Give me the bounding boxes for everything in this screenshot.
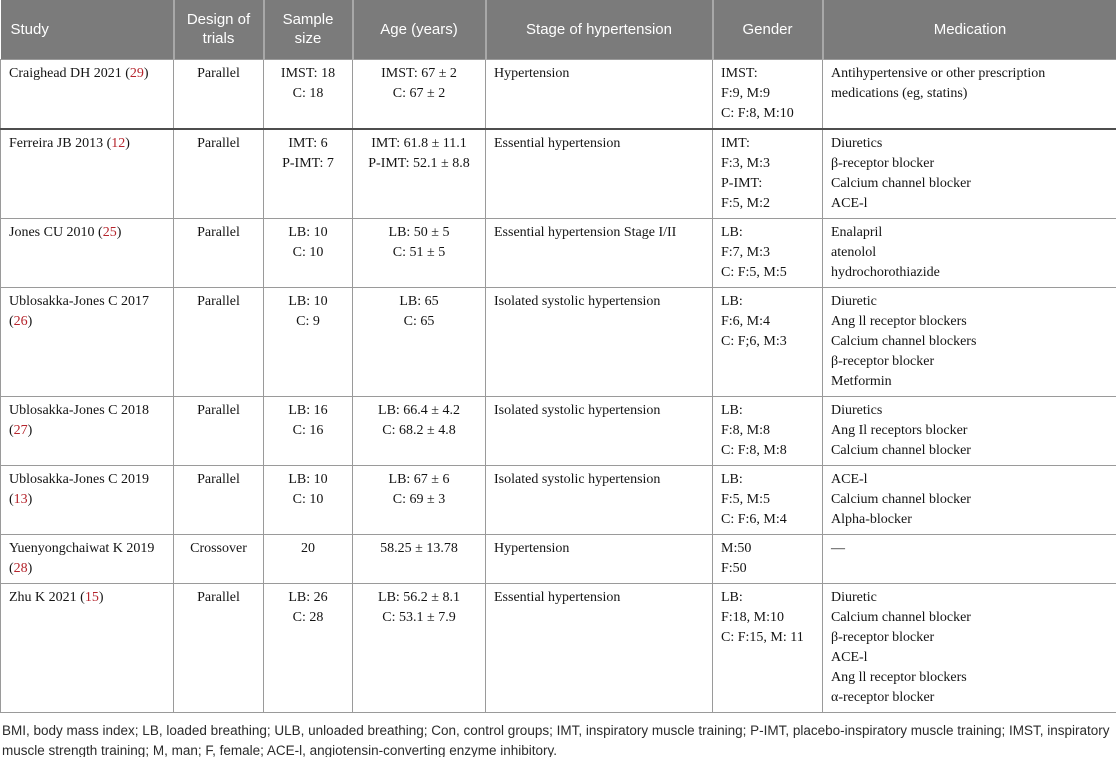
cell-line: F:8, M:8 (721, 422, 771, 438)
sample-size-cell (264, 129, 353, 219)
cell-line: C: 53.1 ± 7.9 (382, 609, 456, 625)
column-header-study: Study (1, 0, 174, 59)
design-cell: Parallel (174, 218, 264, 287)
cell-line: Calcium channel blocker (831, 491, 971, 507)
cell-line: α-receptor blocker (831, 689, 935, 705)
column-header-stage: Stage of hypertension (486, 0, 713, 59)
table-row (1, 396, 1116, 465)
sample-size-cell (264, 218, 353, 287)
study-name: Yuenyongchaiwat K 2019 ( (9, 540, 155, 576)
study-suffix: ) (27, 422, 33, 438)
sample-size-cell (264, 396, 353, 465)
cell-line: F:5, M:5 (721, 491, 771, 507)
column-header-medication: Medication (823, 0, 1116, 59)
cell-line: C: 68.2 ± 4.8 (382, 422, 456, 438)
cell-line: LB: 10 (288, 293, 328, 309)
medication-cell (823, 287, 1116, 396)
cell-line: C: 10 (292, 491, 324, 507)
cell-line: Diuretic (831, 589, 877, 605)
cell-line: 58.25 ± 13.78 (380, 540, 458, 556)
cell-line: C: 28 (292, 609, 324, 625)
study-cell (1, 465, 174, 534)
study-cell (1, 287, 174, 396)
study-suffix: ) (98, 589, 104, 605)
study-name: Ublosakka-Jones C 2018 ( (9, 402, 149, 438)
cell-line: C: 10 (292, 244, 324, 260)
stage-cell: Isolated systolic hypertension (486, 287, 713, 396)
design-cell: Parallel (174, 129, 264, 219)
medication-cell (823, 59, 1116, 129)
cell-line: C: F;6, M:3 (721, 333, 787, 349)
cell-line: P-IMT: (721, 175, 763, 191)
citation-link[interactable]: 15 (84, 589, 99, 605)
cell-line: IMT: 6 (288, 135, 328, 151)
table-row (1, 218, 1116, 287)
stage-cell: Isolated systolic hypertension (486, 465, 713, 534)
cell-line: LB: (721, 402, 743, 418)
cell-line: C: F:8, M:10 (721, 105, 794, 121)
design-cell: Parallel (174, 583, 264, 712)
design-cell: Parallel (174, 287, 264, 396)
cell-line: LB: 10 (288, 224, 328, 240)
gender-cell (713, 59, 823, 129)
gender-cell (713, 396, 823, 465)
cell-line: Calcium channel blocker (831, 442, 971, 458)
study-cell (1, 218, 174, 287)
cell-line: 20 (301, 540, 315, 556)
table-row (1, 534, 1116, 583)
gender-cell (713, 534, 823, 583)
cell-line: IMT: (721, 135, 750, 151)
gender-cell (713, 129, 823, 219)
cell-line: F:6, M:4 (721, 313, 771, 329)
cell-line: Calcium channel blocker (831, 175, 971, 191)
design-cell: Parallel (174, 396, 264, 465)
cell-line: LB: (721, 224, 743, 240)
gender-cell (713, 287, 823, 396)
age-cell (353, 465, 486, 534)
medication-cell (823, 534, 1116, 583)
sample-size-cell (264, 287, 353, 396)
cell-line: β-receptor blocker (831, 353, 935, 369)
citation-link[interactable]: 27 (13, 422, 28, 438)
cell-line: F:18, M:10 (721, 609, 785, 625)
age-cell (353, 583, 486, 712)
design-cell: Crossover (174, 534, 264, 583)
design-cell: Parallel (174, 465, 264, 534)
column-header-design: Design of trials (174, 0, 264, 59)
study-suffix: ) (27, 491, 33, 507)
cell-line: ACE-l (831, 471, 868, 487)
cell-line: C: 65 (403, 313, 435, 329)
cell-line: LB: 66.4 ± 4.2 (378, 402, 460, 418)
study-suffix: ) (116, 224, 122, 240)
medication-cell (823, 583, 1116, 712)
cell-line: Metformin (831, 373, 892, 389)
age-cell (353, 129, 486, 219)
study-suffix: ) (27, 560, 33, 576)
sample-size-cell (264, 583, 353, 712)
cell-line: C: F:8, M:8 (721, 442, 787, 458)
cell-line: LB: 67 ± 6 (388, 471, 450, 487)
cell-line: C: F:6, M:4 (721, 511, 787, 527)
age-cell (353, 287, 486, 396)
cell-line: ACE-l (831, 649, 868, 665)
medication-cell (823, 129, 1116, 219)
citation-link[interactable]: 13 (13, 491, 28, 507)
study-cell (1, 583, 174, 712)
table-row (1, 59, 1116, 129)
study-name: Ferreira JB 2013 ( (9, 135, 112, 151)
cell-line: C: 69 ± 3 (392, 491, 446, 507)
sample-size-cell (264, 465, 353, 534)
stage-cell: Essential hypertension (486, 129, 713, 219)
cell-line: C: F:5, M:5 (721, 264, 787, 280)
cell-line: Ang Il receptors blocker (831, 422, 968, 438)
cell-line: P-IMT: 52.1 ± 8.8 (368, 155, 470, 171)
table-row (1, 583, 1116, 712)
cell-line: F:5, M:2 (721, 195, 771, 211)
stage-cell: Hypertension (486, 59, 713, 129)
gender-cell (713, 583, 823, 712)
stage-cell: Hypertension (486, 534, 713, 583)
cell-line: P-IMT: 7 (282, 155, 334, 171)
table-row (1, 465, 1116, 534)
cell-line: C: 16 (292, 422, 324, 438)
cell-line: Diuretics (831, 402, 883, 418)
cell-line: LB: (721, 589, 743, 605)
study-name: Jones CU 2010 ( (9, 224, 103, 240)
cell-line: Alpha-blocker (831, 511, 912, 527)
cell-line: Ang ll receptor blockers (831, 669, 967, 685)
cell-line: LB: 56.2 ± 8.1 (378, 589, 460, 605)
study-cell (1, 534, 174, 583)
gender-cell (713, 465, 823, 534)
cell-line: C: 51 ± 5 (392, 244, 446, 260)
cell-line: LB: 26 (288, 589, 328, 605)
cell-line: Ang ll receptor blockers (831, 313, 967, 329)
cell-line: hydrochorothiazide (831, 264, 940, 280)
gender-cell (713, 218, 823, 287)
cell-line: LB: (721, 293, 743, 309)
cell-line: C: 9 (296, 313, 320, 329)
cell-line: Antihypertensive or other prescription medications (eg, statins) (831, 65, 1046, 101)
cell-line: C: F:15, M: 11 (721, 629, 804, 645)
cell-line: IMST: 18 (280, 65, 336, 81)
cell-line: IMST: (721, 65, 758, 81)
age-cell (353, 534, 486, 583)
column-header-age: Age (years) (353, 0, 486, 59)
medication-cell (823, 396, 1116, 465)
study-suffix: ) (125, 135, 130, 151)
cell-line: Calcium channel blockers (831, 333, 977, 349)
cell-line: — (831, 540, 845, 556)
table-row (1, 129, 1116, 219)
cell-line: atenolol (831, 244, 877, 260)
cell-line: Calcium channel blocker (831, 609, 971, 625)
cell-line: C: 67 ± 2 (392, 85, 446, 101)
study-suffix: ) (143, 65, 149, 81)
cell-line: F:3, M:3 (721, 155, 771, 171)
study-cell (1, 59, 174, 129)
design-cell: Parallel (174, 59, 264, 129)
cell-line: IMT: 61.8 ± 11.1 (371, 135, 467, 151)
column-header-gender: Gender (713, 0, 823, 59)
header-row (1, 0, 1116, 59)
age-cell (353, 218, 486, 287)
cell-line: LB: 10 (288, 471, 328, 487)
study-name: Craighead DH 2021 ( (9, 65, 130, 81)
citation-link[interactable]: 26 (13, 313, 28, 329)
sample-size-cell (264, 59, 353, 129)
citation-link[interactable]: 25 (102, 224, 117, 240)
sample-size-cell (264, 534, 353, 583)
cell-line: β-receptor blocker (831, 629, 935, 645)
study-name: Ublosakka-Jones C 2019 ( (9, 471, 149, 507)
citation-link[interactable]: 28 (13, 560, 28, 576)
table-footnote: BMI, body mass index; LB, loaded breathing; ULB, unloaded breathing; Con, control groups; IMT, inspiratory muscle training; P-IMT, placebo-inspiratory muscle training; IMST, inspiratory muscle strength training; M, man; F, female; ACE-l, angiotensin-converting enzyme inhibitory. (2, 722, 1110, 757)
age-cell (353, 59, 486, 129)
cell-line: LB: (721, 471, 743, 487)
cell-line: β-receptor blocker (831, 155, 935, 171)
cell-line: LB: 16 (288, 402, 328, 418)
column-header-sample-size: Sample size (264, 0, 353, 59)
cell-line: ACE-l (831, 195, 868, 211)
cell-line: M:50 (721, 540, 752, 556)
citation-link[interactable]: 29 (129, 65, 144, 81)
stage-cell: Isolated systolic hypertension (486, 396, 713, 465)
cell-line: F:9, M:9 (721, 85, 771, 101)
cell-line: LB: 65 (399, 293, 439, 309)
stage-cell: Essential hypertension (486, 583, 713, 712)
study-name: Ublosakka-Jones C 2017 ( (9, 293, 149, 329)
age-cell (353, 396, 486, 465)
cell-line: LB: 50 ± 5 (388, 224, 450, 240)
cell-line: Diuretic (831, 293, 877, 309)
cell-line: IMST: 67 ± 2 (381, 65, 457, 81)
cell-line: C: 18 (292, 85, 324, 101)
cell-line: F:50 (721, 560, 747, 576)
study-cell (1, 129, 174, 219)
cell-line: F:7, M:3 (721, 244, 771, 260)
study-suffix: ) (27, 313, 33, 329)
study-cell (1, 396, 174, 465)
citation-link[interactable]: 12 (111, 135, 126, 151)
study-name: Zhu K 2021 ( (9, 589, 85, 605)
table-row (1, 287, 1116, 396)
cell-line: Diuretics (831, 135, 883, 151)
medication-cell (823, 218, 1116, 287)
stage-cell: Essential hypertension Stage I/II (486, 218, 713, 287)
medication-cell (823, 465, 1116, 534)
cell-line: Enalapril (831, 224, 883, 240)
